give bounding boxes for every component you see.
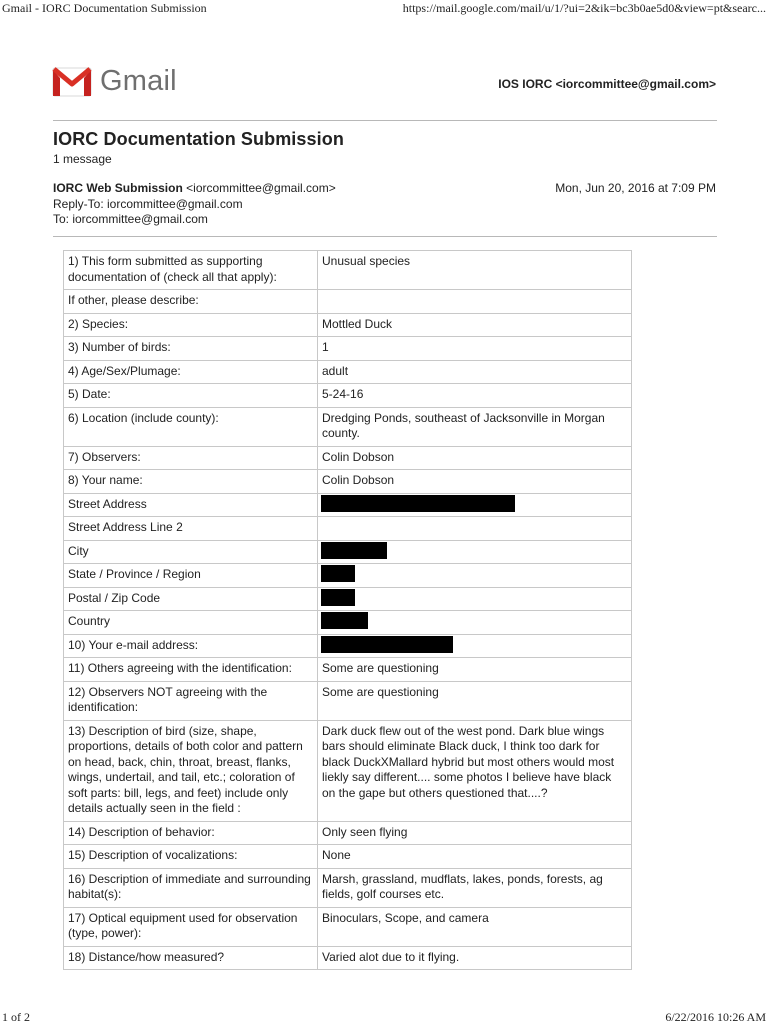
form-field-label: 12) Observers NOT agreeing with the identification:: [64, 681, 318, 720]
form-field-value: [318, 611, 632, 635]
redaction-bar: [321, 565, 355, 582]
gmail-logo-text: Gmail: [100, 65, 177, 97]
header-divider: [53, 120, 717, 121]
form-field-label: 14) Description of behavior:: [64, 821, 318, 845]
redaction-bar: [321, 495, 515, 512]
form-field-label: 2) Species:: [64, 313, 318, 337]
form-row: [64, 517, 632, 541]
form-row: [64, 407, 632, 446]
form-field-label: 8) Your name:: [64, 470, 318, 494]
form-field-label: 1) This form submitted as supporting documentation of (check all that apply):: [64, 251, 318, 290]
form-row: [64, 360, 632, 384]
form-field-label: 7) Observers:: [64, 446, 318, 470]
gmail-envelope-icon: [52, 66, 92, 98]
form-field-label: 16) Description of immediate and surrounding habitat(s):: [64, 868, 318, 907]
form-row: [64, 845, 632, 869]
print-timestamp: 6/22/2016 10:26 AM: [665, 1010, 766, 1024]
form-field-label: Postal / Zip Code: [64, 587, 318, 611]
form-field-value: [318, 540, 632, 564]
form-field-value: Colin Dobson: [318, 470, 632, 494]
reply-to-line: Reply-To: iorcommittee@gmail.com: [53, 196, 243, 211]
form-row: [64, 384, 632, 408]
form-row: [64, 313, 632, 337]
form-field-label: 5) Date:: [64, 384, 318, 408]
form-row: [64, 946, 632, 970]
form-row: [64, 658, 632, 682]
form-row: [64, 681, 632, 720]
form-row: [64, 540, 632, 564]
redaction-bar: [321, 636, 453, 653]
form-row: [64, 564, 632, 588]
form-field-value: [318, 587, 632, 611]
form-field-value: Binoculars, Scope, and camera: [318, 907, 632, 946]
form-row: [64, 290, 632, 314]
form-field-label: 11) Others agreeing with the identification:: [64, 658, 318, 682]
form-field-label: 15) Description of vocalizations:: [64, 845, 318, 869]
form-field-value: [318, 517, 632, 541]
form-field-value: [318, 493, 632, 517]
page-number: 1 of 2: [2, 1010, 30, 1024]
form-field-value: [318, 564, 632, 588]
form-field-label: State / Province / Region: [64, 564, 318, 588]
form-field-value: Some are questioning: [318, 658, 632, 682]
sender-name: IORC Web Submission: [53, 181, 183, 195]
print-url: https://mail.google.com/mail/u/1/?ui=2&ik=bc3b0ae5d0&view=pt&searc...: [402, 1, 766, 15]
email-meta: [53, 181, 336, 228]
message-divider: [53, 236, 717, 237]
form-field-label: 4) Age/Sex/Plumage:: [64, 360, 318, 384]
form-row: [64, 611, 632, 635]
form-field-value: Colin Dobson: [318, 446, 632, 470]
to-line: To: iorcommittee@gmail.com: [53, 212, 208, 226]
gmail-logo: [52, 66, 182, 100]
print-header: [0, 1, 770, 17]
sender-address: <iorcommittee@gmail.com>: [186, 181, 336, 195]
form-field-value: Varied alot due to it flying.: [318, 946, 632, 970]
form-field-value: Dredging Ponds, southeast of Jacksonville in Morgan county.: [318, 407, 632, 446]
form-row: [64, 821, 632, 845]
form-row: [64, 493, 632, 517]
form-field-value: Some are questioning: [318, 681, 632, 720]
sender-line: [53, 181, 336, 197]
message-date: Mon, Jun 20, 2016 at 7:09 PM: [555, 181, 716, 195]
form-row: [64, 446, 632, 470]
form-field-label: Street Address Line 2: [64, 517, 318, 541]
form-field-value: Mottled Duck: [318, 313, 632, 337]
message-count: 1 message: [53, 152, 112, 166]
account-identity: IOS IORC <iorcommittee@gmail.com>: [498, 77, 716, 91]
form-field-label: City: [64, 540, 318, 564]
form-field-value: Marsh, grassland, mudflats, lakes, ponds, forests, ag fields, golf courses etc.: [318, 868, 632, 907]
form-field-label: 17) Optical equipment used for observation (type, power):: [64, 907, 318, 946]
redaction-bar: [321, 612, 368, 629]
form-field-value: [318, 290, 632, 314]
form-field-value: adult: [318, 360, 632, 384]
form-row: [64, 470, 632, 494]
submission-form-table: [63, 250, 632, 970]
form-field-label: 3) Number of birds:: [64, 337, 318, 361]
form-row: [64, 251, 632, 290]
form-field-label: 18) Distance/how measured?: [64, 946, 318, 970]
form-field-value: 1: [318, 337, 632, 361]
form-field-value: Dark duck flew out of the west pond. Dark blue wings bars should eliminate Black duck, I think too dark for black DuckXMallard hybrid but most others would most liekly say different.... some photos I believe have black on the gape but others questioned that....?: [318, 720, 632, 821]
form-field-label: If other, please describe:: [64, 290, 318, 314]
redaction-bar: [321, 542, 387, 559]
form-field-label: Street Address: [64, 493, 318, 517]
form-row: [64, 720, 632, 821]
form-row: [64, 868, 632, 907]
form-row: [64, 587, 632, 611]
form-field-value: Unusual species: [318, 251, 632, 290]
form-row: [64, 907, 632, 946]
redaction-bar: [321, 589, 355, 606]
form-field-label: 10) Your e-mail address:: [64, 634, 318, 658]
email-subject: IORC Documentation Submission: [53, 129, 344, 149]
form-field-label: Country: [64, 611, 318, 635]
form-row: [64, 337, 632, 361]
form-field-value: 5-24-16: [318, 384, 632, 408]
form-field-value: Only seen flying: [318, 821, 632, 845]
form-row: [64, 634, 632, 658]
form-field-label: 13) Description of bird (size, shape, proportions, details of both color and pattern on head, back, chin, throat, breast, flanks, wings, undertail, and tail, etc.; coloration of soft parts: bill, legs, and feet) include only details actually seen in the field :: [64, 720, 318, 821]
form-field-label: 6) Location (include county):: [64, 407, 318, 446]
form-field-value: None: [318, 845, 632, 869]
form-field-value: [318, 634, 632, 658]
print-page-title: Gmail - IORC Documentation Submission: [2, 1, 207, 15]
